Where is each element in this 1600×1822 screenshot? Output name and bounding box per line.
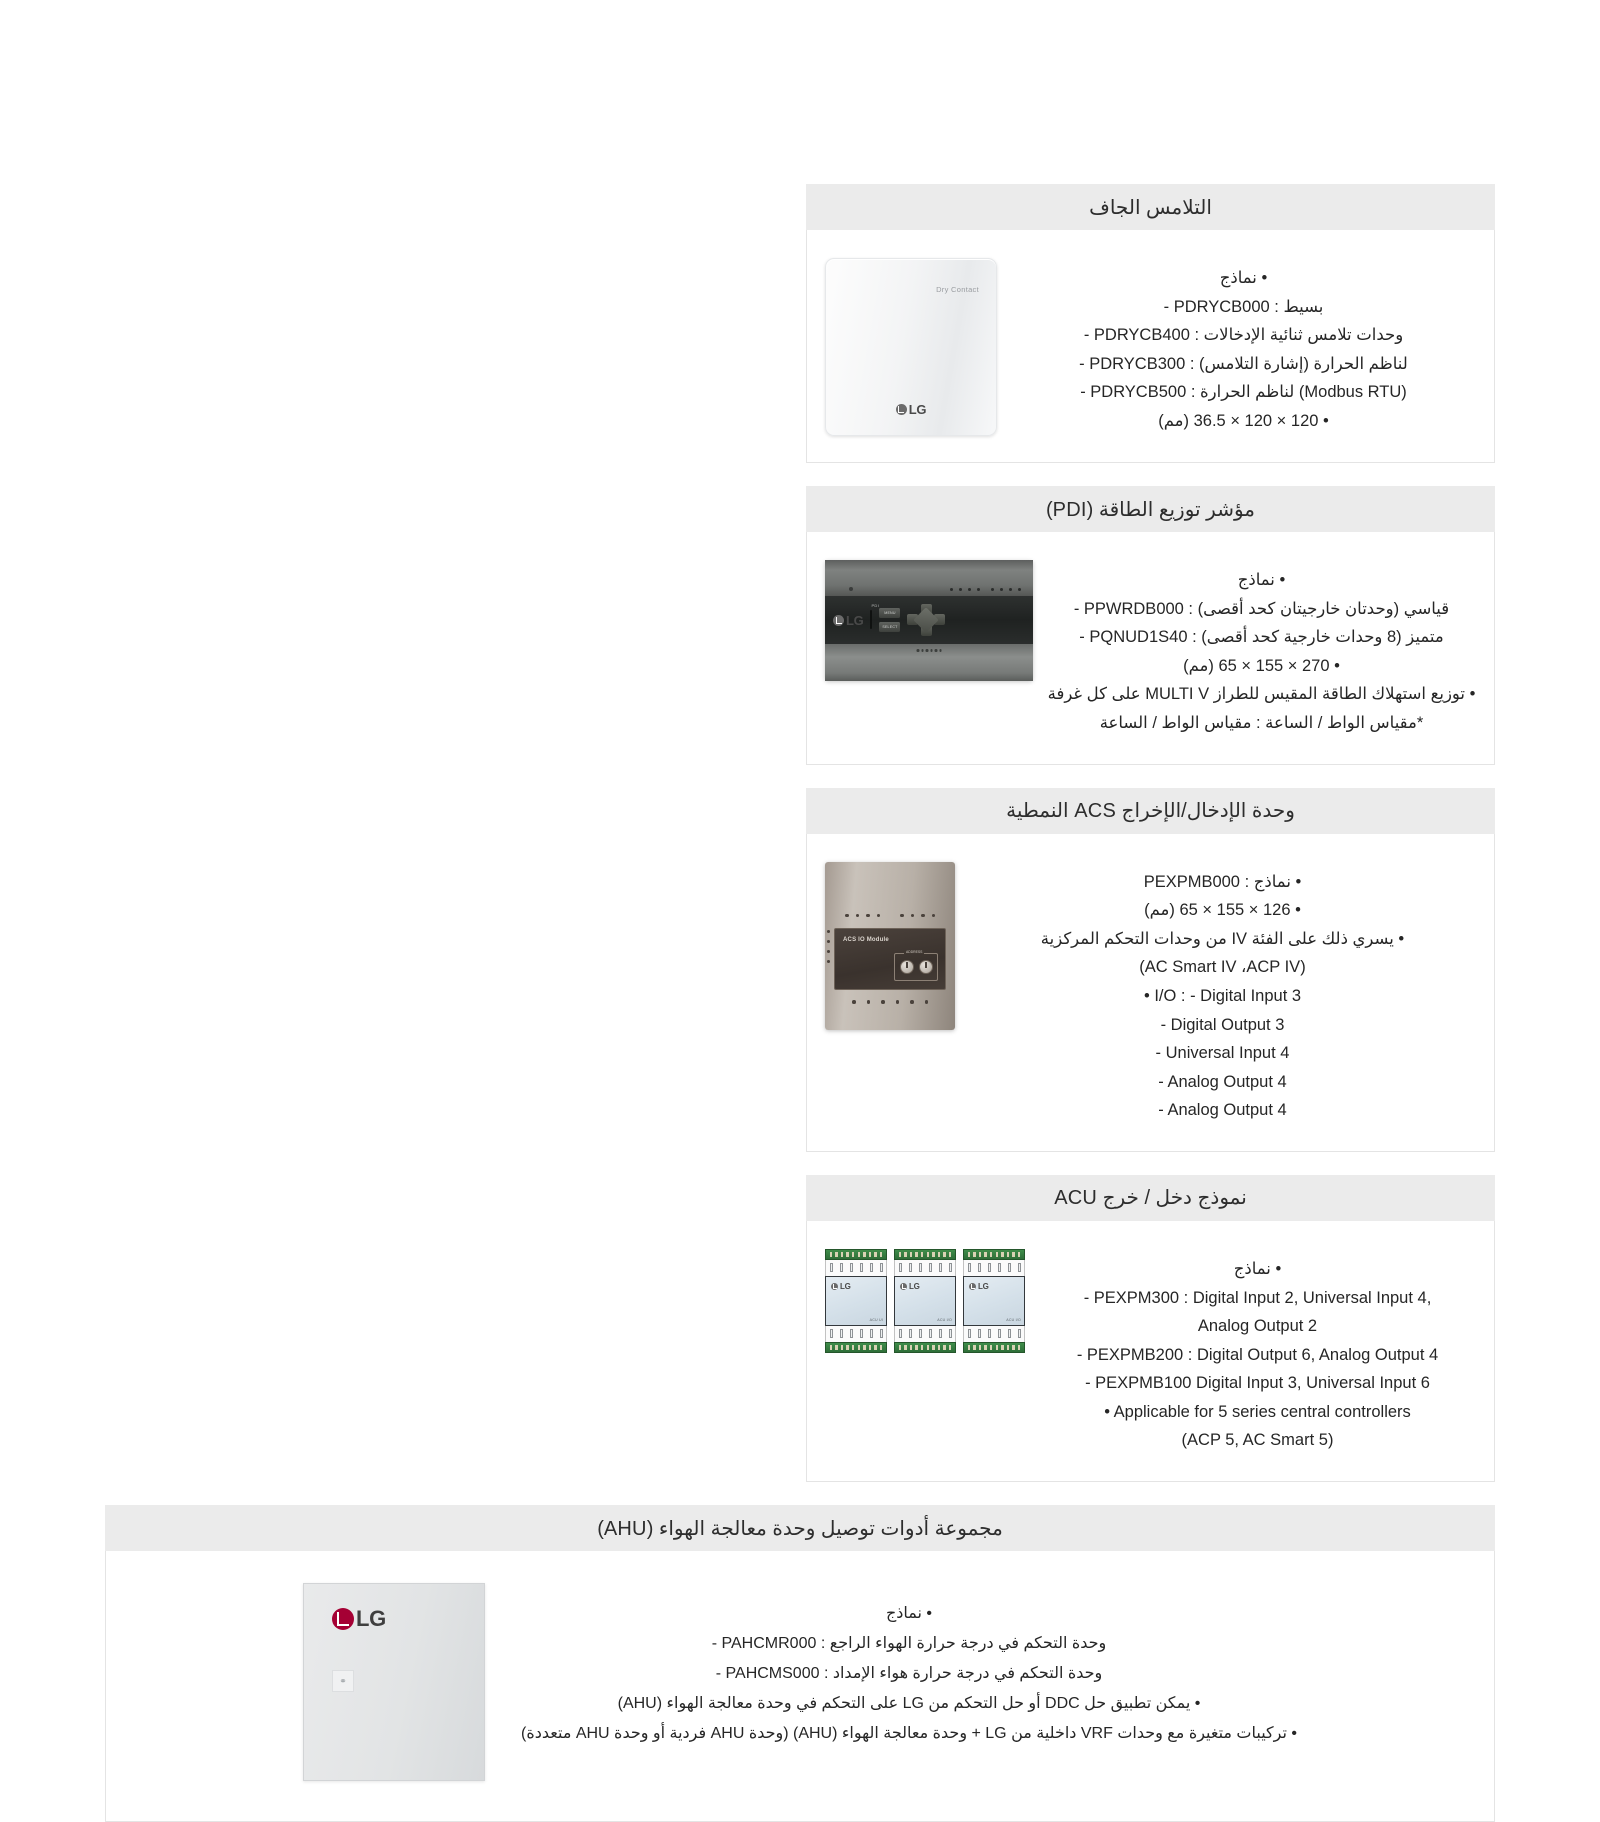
lg-logo xyxy=(833,613,863,628)
pdi-indicator-dot xyxy=(849,587,853,591)
spec-line: - Analog Output 4 xyxy=(1158,1072,1287,1091)
lg-wordmark: LG xyxy=(908,402,927,417)
acs-front-panel xyxy=(834,928,946,990)
acu-pin-row-bottom xyxy=(963,1326,1025,1342)
acu-module-illustration xyxy=(825,1249,887,1353)
acu-pin-row-top xyxy=(963,1260,1025,1276)
acs-led-row-top xyxy=(825,914,955,918)
dpad-center-icon[interactable] xyxy=(914,607,939,632)
acu-pin-row-top xyxy=(894,1260,956,1276)
spec-line: - PEXPMB100 Digital Input 3, Universal Input 6 xyxy=(1085,1374,1430,1393)
acu-pin-row-bottom xyxy=(894,1326,956,1342)
acu-body xyxy=(894,1276,956,1326)
panel-body-acu-io xyxy=(807,1221,1494,1481)
panel-body-ahu xyxy=(106,1551,1494,1821)
spec-line: • نماذج xyxy=(1047,566,1476,595)
spec-line: - Analog Output 4 xyxy=(1158,1101,1287,1120)
panel-header-pdi xyxy=(806,486,1495,532)
acs-address-group xyxy=(894,949,938,981)
spec-line: - PEXPM300 : Digital Input 2, Universal Input 4, xyxy=(1083,1288,1432,1307)
pdi-device-illustration xyxy=(825,560,1033,681)
acs-address-dials[interactable] xyxy=(895,954,937,974)
spec-line: • يمكن تطبيق حل DDC أو حل التحكم من LG على التحكم في وحدة معالجة الهواء (AHU) xyxy=(521,1689,1297,1719)
lg-wordmark: LG xyxy=(909,1281,920,1291)
spec-line: - PEXPMB200 : Digital Output 6, Analog Output 4 xyxy=(1076,1345,1439,1364)
acu-module-tag: ACU I/O xyxy=(937,1317,952,1322)
acs-led-row-bottom xyxy=(825,1000,955,1004)
spec-line: • 126 × 155 × 65 (مم) xyxy=(969,896,1476,925)
panel-header-dry-contact xyxy=(806,184,1495,230)
spec-line: • I/O : - Digital Input 3 xyxy=(969,982,1476,1011)
spec-line: • يسري ذلك على الفئة IV من وحدات التحكم المركزية xyxy=(969,925,1476,954)
product-image-acu-io xyxy=(825,1243,1025,1353)
acu-pin-row-top xyxy=(825,1260,887,1276)
pdi-vent-holes xyxy=(917,649,942,652)
product-image-pdi xyxy=(825,554,1033,681)
spec-list-dry-contact xyxy=(1011,252,1476,436)
lg-logo xyxy=(826,402,996,417)
spec-line: - PPWRDB000 : قياسي (وحدتان خارجيتان كحد أقصى) xyxy=(1073,599,1450,618)
lg-circle-icon xyxy=(831,1283,838,1290)
panel-acu-io xyxy=(806,1176,1495,1482)
acs-dial-low-icon[interactable] xyxy=(919,960,933,974)
spec-line: - PDRYCB500 : لناظم الحرارة (Modbus RTU) xyxy=(1080,383,1407,402)
acu-module-tag: ACU I/O xyxy=(1006,1317,1021,1322)
spec-line: - PQNUD1S40 : متميز (8 وحدات خارجية كحد أقصى) xyxy=(1079,628,1444,647)
acs-io-device-illustration xyxy=(825,862,955,1030)
pdi-menu-button[interactable]: MENU xyxy=(879,608,900,618)
panel-header-acu-io xyxy=(806,1175,1495,1221)
pdi-bottom-shell xyxy=(825,644,1033,681)
spec-line: • نماذج : PEXPMB000 xyxy=(969,868,1476,897)
acu-terminal-bottom xyxy=(825,1342,887,1353)
acs-address-label: ADDRESS xyxy=(906,949,923,954)
acu-terminal-top xyxy=(825,1249,887,1260)
panel-dry-contact xyxy=(806,185,1495,463)
spec-line: • Applicable for 5 series central controllers xyxy=(1039,1398,1476,1427)
acu-module-group xyxy=(825,1249,1025,1353)
lg-logo xyxy=(332,1606,386,1632)
panel-acs-io-module xyxy=(806,789,1495,1152)
pdi-control-face xyxy=(825,596,1033,644)
spec-line: - Digital Output 3 xyxy=(1160,1015,1285,1034)
lg-circle-icon xyxy=(896,404,907,415)
acu-terminal-bottom xyxy=(963,1342,1025,1353)
panel-body-dry-contact xyxy=(807,230,1494,462)
pdi-lcd-wrapper xyxy=(870,603,880,629)
panel-grid xyxy=(105,185,1495,1822)
pdi-button-column xyxy=(879,608,900,632)
pdi-top-shell xyxy=(825,560,1033,596)
panel-title: نموذج دخل / خرج ACU xyxy=(1054,1187,1247,1210)
spec-line: • تركيبات متغيرة مع وحدات VRF داخلية من LG + وحدة معالجة الهواء (AHU) (وحدة AHU فردية أو وحدة AHU متعددة) xyxy=(521,1719,1297,1749)
panel-title: وحدة الإدخال/الإخراج ACS النمطية xyxy=(1006,800,1295,823)
spec-line: - PDRYCB400 : وحدات تلامس ثنائية الإدخالات xyxy=(1083,326,1404,345)
spec-line: - PDRYCB300 : لناظم الحرارة (إشارة التلامس) xyxy=(1079,354,1408,373)
acu-body xyxy=(825,1276,887,1326)
pdi-dpad[interactable] xyxy=(907,604,945,636)
dry-contact-device-illustration xyxy=(825,258,997,436)
lg-logo xyxy=(831,1282,851,1291)
panel-title: مؤشر توزيع الطاقة (PDI) xyxy=(1046,498,1255,521)
spec-line: • 120 × 120 × 36.5 (مم) xyxy=(1011,407,1476,436)
spec-line: - PDRYCB000 : بسيط xyxy=(1163,297,1324,316)
spec-line: • نماذج xyxy=(1039,1255,1476,1284)
lg-wordmark: LG xyxy=(840,1281,851,1291)
spec-line: *مقياس الواط / الساعة : مقياس الواط / الساعة xyxy=(1099,713,1424,732)
acu-terminal-top xyxy=(894,1249,956,1260)
acu-terminal-top xyxy=(963,1249,1025,1260)
panel-title: مجموعة أدوات توصيل وحدة معالجة الهواء (AHU) xyxy=(597,1517,1003,1540)
spec-line: • توزيع استهلاك الطاقة المقيس للطراز MULTI V على كل غرفة xyxy=(1047,680,1476,709)
panel-header-ahu xyxy=(105,1505,1495,1551)
spec-line: (AC Smart IV ،ACP IV) xyxy=(1139,958,1306,977)
panel-pdi xyxy=(806,487,1495,765)
acu-module-tag: ACU UI xyxy=(869,1317,883,1322)
spec-line: (ACP 5, AC Smart 5) xyxy=(1181,1431,1334,1450)
lg-logo xyxy=(900,1282,920,1291)
spec-line: - PAHCMS000 : وحدة التحكم في درجة حرارة هواء الإمداد xyxy=(715,1665,1103,1683)
panel-header-acs-io xyxy=(806,788,1495,834)
panel-title: التلامس الجاف xyxy=(1089,196,1212,219)
acu-terminal-bottom xyxy=(894,1342,956,1353)
spec-line: • نماذج xyxy=(1011,264,1476,293)
ahu-latch-icon: ⚭ xyxy=(332,1670,354,1692)
acs-module-label: ACS IO Module xyxy=(843,936,889,943)
pdi-lcd-screen xyxy=(870,610,872,629)
acu-body xyxy=(963,1276,1025,1326)
spec-line: - PAHCMR000 : وحدة التحكم في درجة حرارة الهواء الراجع xyxy=(711,1635,1107,1653)
spec-line: • 270 × 155 × 65 (مم) xyxy=(1047,652,1476,681)
panel-ahu-connection-kit xyxy=(105,1506,1495,1822)
lg-circle-icon xyxy=(833,615,844,626)
spec-line: • نماذج xyxy=(521,1599,1297,1629)
pdi-led-row xyxy=(950,588,1021,591)
lg-circle-icon xyxy=(900,1283,907,1290)
acu-pin-row-bottom xyxy=(825,1326,887,1342)
panel-body-pdi xyxy=(807,532,1494,764)
spec-list-pdi xyxy=(1047,554,1476,738)
lg-wordmark: LG xyxy=(356,1606,386,1632)
product-image-acs-io xyxy=(825,856,955,1030)
spec-line: Analog Output 2 xyxy=(1197,1317,1318,1336)
pdi-select-button[interactable]: SELECT xyxy=(879,622,900,632)
spec-line: - Universal Input 4 xyxy=(1155,1044,1290,1063)
ahu-cabinet-illustration xyxy=(303,1583,485,1781)
acs-dial-high-icon[interactable] xyxy=(900,960,914,974)
spec-list-acu-io xyxy=(1039,1243,1476,1455)
product-image-dry-contact xyxy=(825,252,997,436)
device-label-text: Dry Contact xyxy=(936,285,979,294)
product-image-ahu xyxy=(303,1577,485,1781)
lg-circle-icon xyxy=(969,1283,976,1290)
spec-list-ahu xyxy=(521,1577,1297,1749)
lg-logo xyxy=(969,1282,989,1291)
lg-wordmark: LG xyxy=(978,1281,989,1291)
acu-module-illustration xyxy=(963,1249,1025,1353)
acu-module-illustration xyxy=(894,1249,956,1353)
lg-wordmark: LG xyxy=(846,612,864,628)
lg-circle-icon xyxy=(332,1608,354,1630)
pdi-lcd-caption: PDI xyxy=(871,603,880,608)
spec-list-acs-io xyxy=(969,856,1476,1125)
panel-body-acs-io xyxy=(807,834,1494,1151)
acs-status-leds xyxy=(827,930,830,963)
